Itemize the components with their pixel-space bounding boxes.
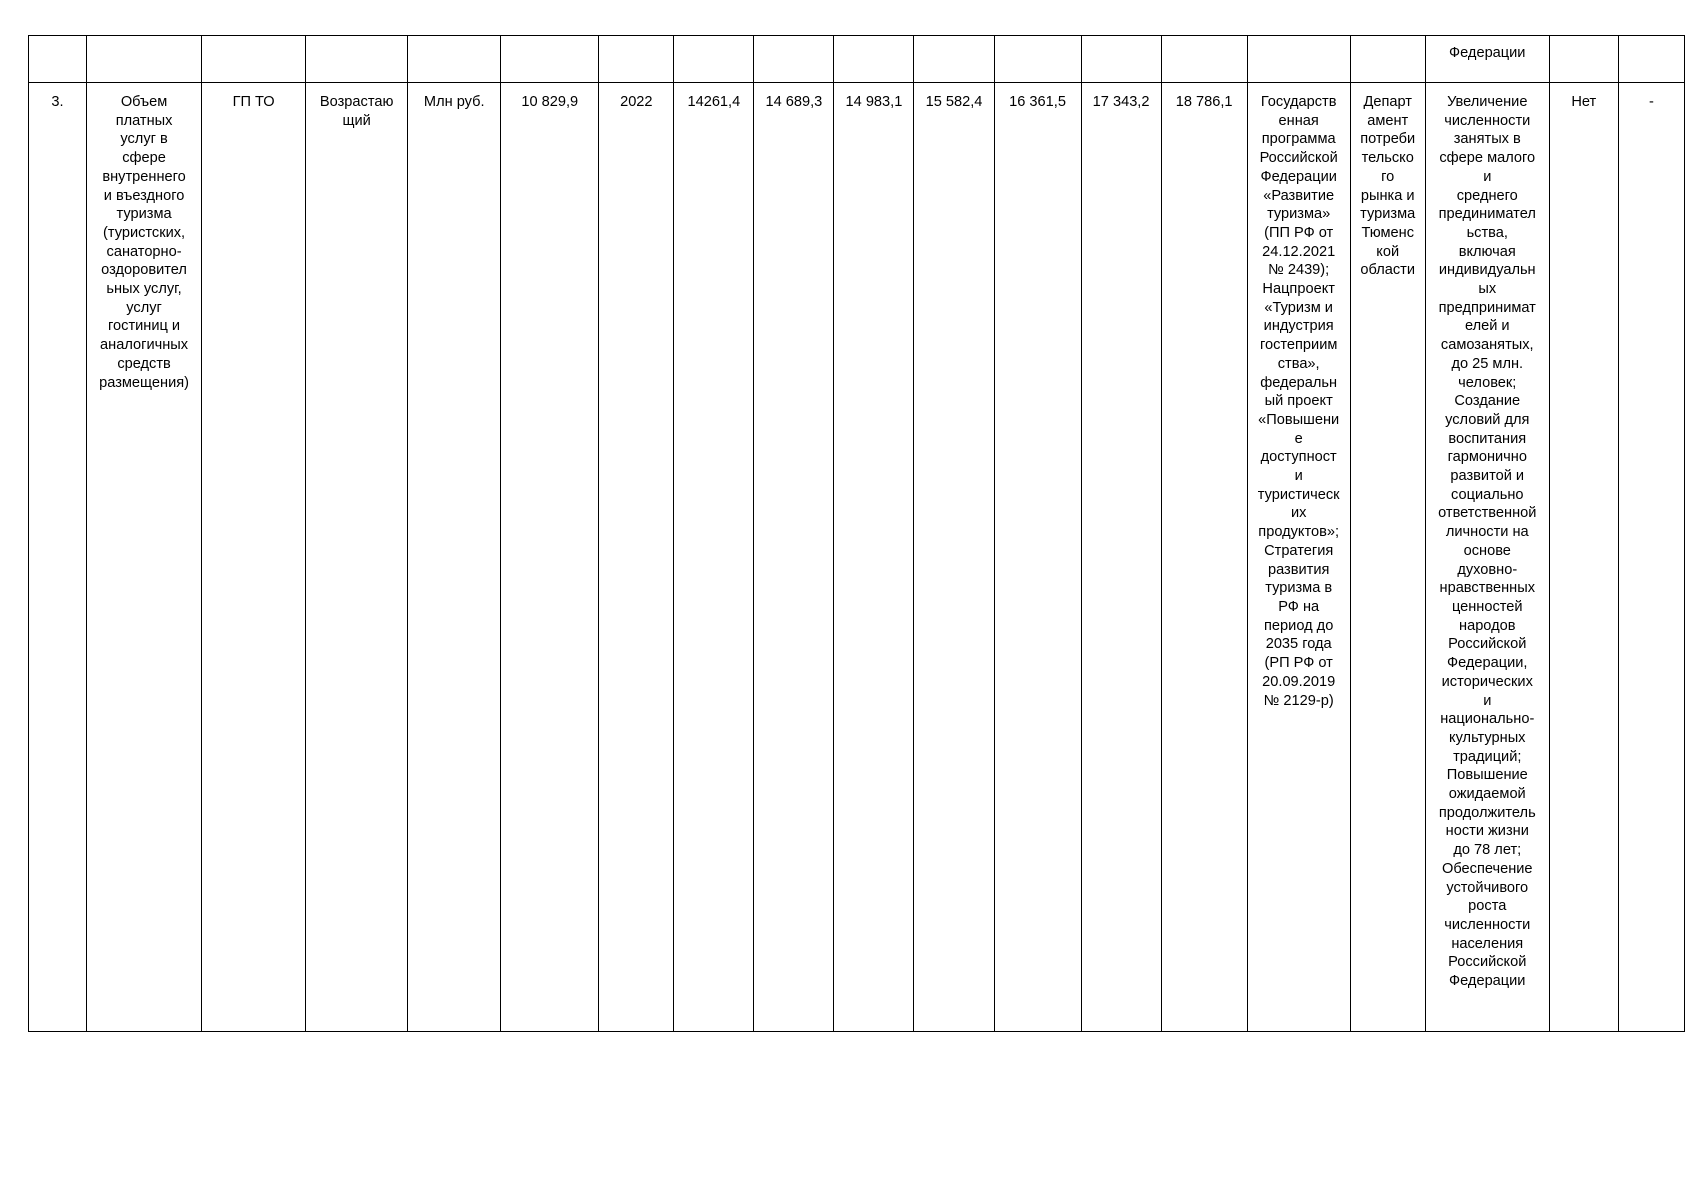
value-cell: 14 983,1 [834,83,914,1032]
unit-cell: Млн руб. [408,83,501,1032]
table-cell [408,36,501,83]
base-year-cell: 2022 [599,83,674,1032]
table-cell [674,36,754,83]
table-cell [29,36,87,83]
responsible-cell: Департ амент потреби тельско го рынка и туризма Тюменс кой области [1350,83,1425,1032]
table-row-indicator-3 [29,83,1685,1032]
value-cell: 15 582,4 [914,83,994,1032]
table-cell [1350,36,1425,83]
row-number-cell: 3. [29,83,87,1032]
goals-cell: Увеличение численности занятых в сфере малого и среднего прединимател ьства, включая индивидуальн ых предпринимат елей и самозанятых, до 25 млн. человек; Создание условий для воспитания гармонично развитой и социально ответственной личности на основе духовно- нравственных ценностей народов Российской Федерации, исторических и национально- культурных традиций; Повышение ожидаемой продолжитель ности жизни до 78 лет; Обеспечение устойчивого роста численности населения Российской Федерации [1425,83,1549,1032]
base-value-cell: 10 829,9 [501,83,599,1032]
table-cell [914,36,994,83]
table-cell [599,36,674,83]
value-cell: 16 361,5 [994,83,1081,1032]
flag-cell: Нет [1549,83,1618,1032]
table-cell [1549,36,1618,83]
value-cell: 17 343,2 [1081,83,1161,1032]
table-cell [834,36,914,83]
indicator-name-cell: Объем платных услуг в сфере внутреннего и въездного туризма (туристских, санаторно- оздоровител ьных услуг, услуг гостиниц и аналогичных средств размещения) [87,83,202,1032]
continued-goals-cell: Федерации [1425,36,1549,83]
table-cell [1081,36,1161,83]
table-cell [306,36,408,83]
table-cell [1247,36,1350,83]
table-cell [754,36,834,83]
value-cell: 14261,4 [674,83,754,1032]
table-row [29,36,1685,83]
table-cell [994,36,1081,83]
documents-cell: Государств енная программа Российской Федерации «Развитие туризма» (ПП РФ от 24.12.2021 № 2439); Нацпроект «Туризм и индустрия гостеприим ства», федеральн ый проект «Повышени е доступност и туристическ их продуктов»; Стратегия развития туризма в РФ на период до 2035 года (РП РФ от 20.09.2019 № 2129-р) [1247,83,1350,1032]
table-cell [1618,36,1684,83]
trend-cell: Возрастаю щий [306,83,408,1032]
table-cell [1161,36,1247,83]
note-cell: - [1618,83,1684,1032]
table-cell [87,36,202,83]
value-cell: 14 689,3 [754,83,834,1032]
value-cell: 18 786,1 [1161,83,1247,1032]
indicators-table [28,35,1685,1032]
source-cell: ГП ТО [202,83,306,1032]
table-cell [501,36,599,83]
table-cell [202,36,306,83]
